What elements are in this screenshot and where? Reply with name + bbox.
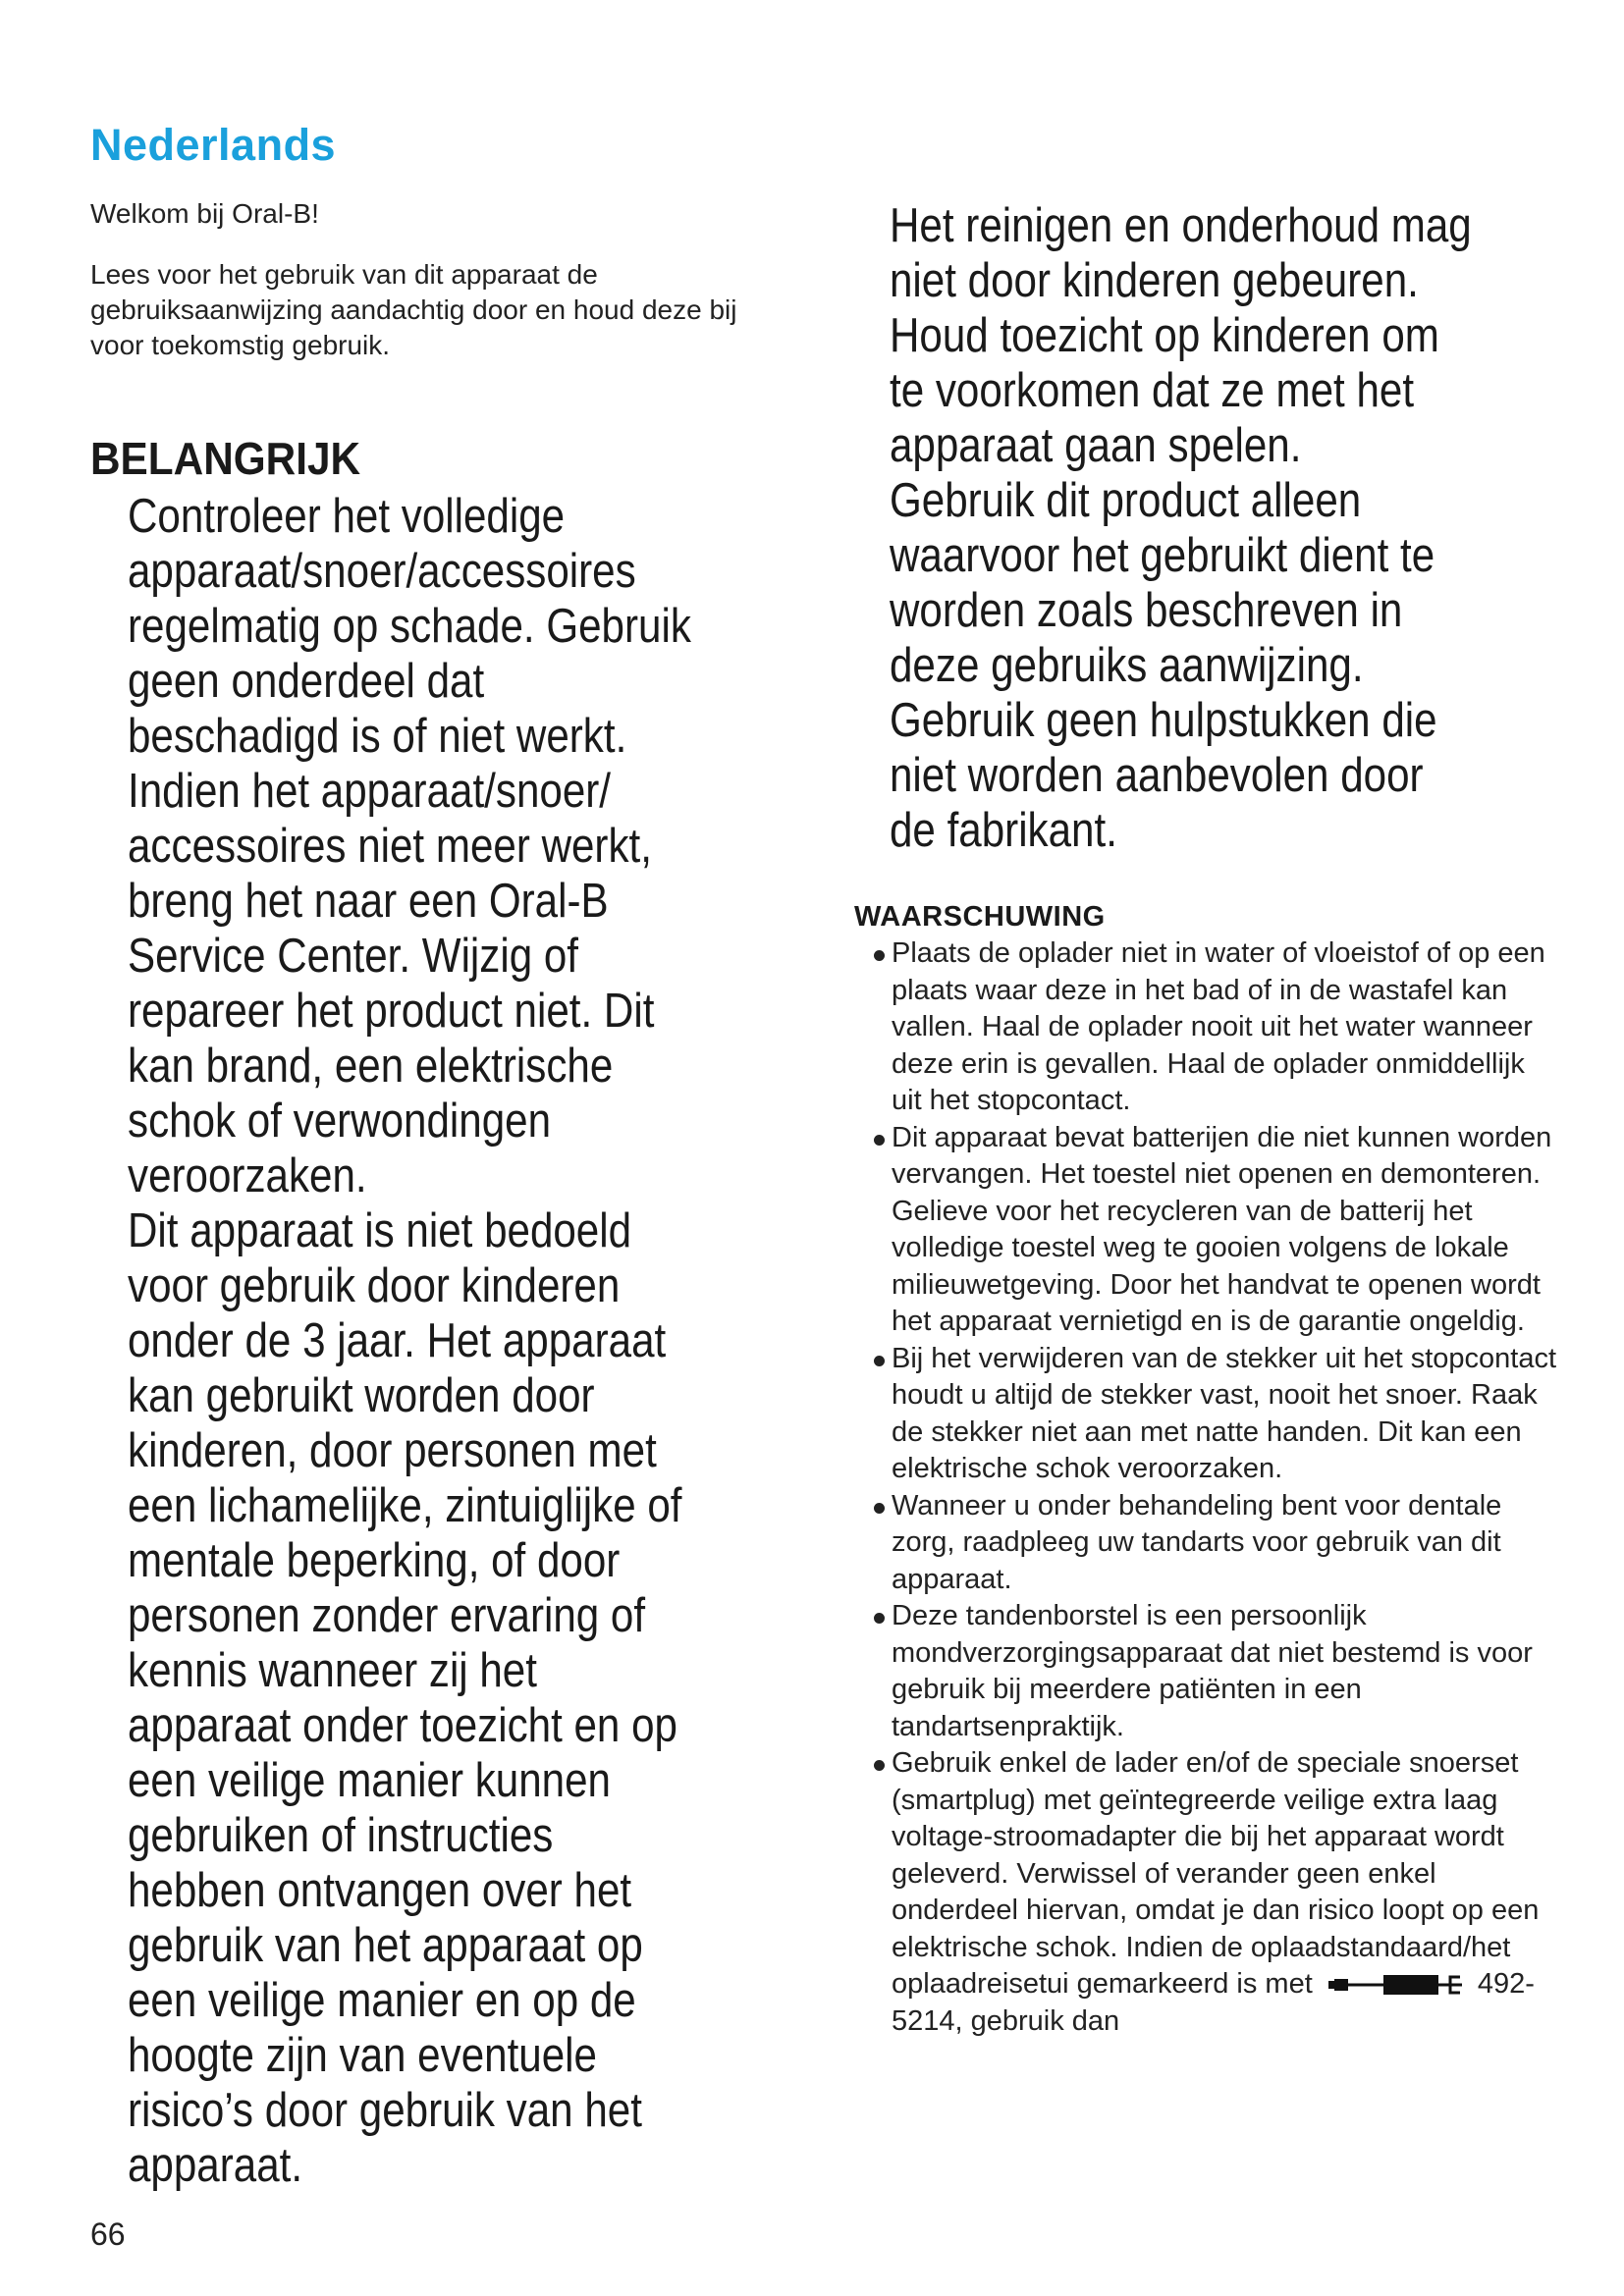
text-line-content: Service Center. Wijzig of: [128, 930, 579, 983]
text-line: [128, 1203, 795, 1258]
important-heading: BELANGRIJK: [90, 433, 361, 484]
text-line-content: kan gebruikt worden door: [128, 1369, 595, 1422]
text-line: [128, 2083, 795, 2138]
text-line-content: breng het naar een Oral-B: [128, 875, 609, 928]
text-line: [890, 418, 1557, 473]
text-line: [128, 599, 795, 654]
text-line-content: Controleer het volledige: [128, 490, 566, 543]
warning-item: Deze tandenborstel is een persoonlijk mondverzorgingsapparaat dat niet bestemd is voor gebruik bij meerdere patiënten in een tandartsenpraktijk.: [874, 1598, 1561, 1745]
text-line: [128, 1039, 795, 1094]
bullet-icon: [874, 1135, 885, 1146]
text-line-content: hoogte zijn van eventuele: [128, 2029, 597, 2082]
text-line-content: waarvoor het gebruikt dient te: [890, 529, 1435, 582]
text-line: [128, 874, 795, 929]
text-line-content: apparaat gaan spelen.: [890, 419, 1302, 472]
warning-item: Plaats de oplader niet in water of vloeistof of op een plaats waar deze in het bad of in de wastafel kan vallen. Haal de oplader nooit uit het water wanneer deze erin is gevallen. Haal de oplader onmiddellijk uit het stopcontact.: [874, 935, 1561, 1120]
text-line-content: Dit apparaat is niet bedoeld: [128, 1204, 632, 1257]
smartplug-icon: [1326, 1971, 1464, 1999]
warning-item: Gebruik enkel de lader en/of de speciale snoerset (smartplug) met geïntegreerde veilige extra laag voltage-stroomadapter die bij het apparaat wordt geleverd. Verwissel of verander geen enkel onderdeel hiervan, omdat je dan risico loopt op een elektrische schok. Indien de oplaadstandaard/het oplaadreisetui gemarkeerd is met 492-5214, gebruik dan: [874, 1745, 1561, 2040]
text-line: [128, 709, 795, 764]
text-line-content: Houd toezicht op kinderen om: [890, 309, 1439, 362]
warning-item: Dit apparaat bevat batterijen die niet kunnen worden vervangen. Het toestel niet openen en demonteren. Gelieve voor het recycleren van de batterij het volledige toestel weg te gooien volgens de lokale milieuwetgeving. Door het handvat te openen wordt het apparaat vernietigd en is de garantie ongeldig.: [874, 1120, 1561, 1341]
text-line: [890, 748, 1557, 803]
text-line-content: regelmatig op schade. Gebruik: [128, 600, 691, 653]
bullet-icon: [874, 950, 885, 961]
text-line: [890, 473, 1557, 528]
text-line: [128, 984, 795, 1039]
text-line-content: hebben ontvangen over het: [128, 1864, 632, 1917]
text-line: [128, 2028, 795, 2083]
text-line: [128, 1588, 795, 1643]
text-line: [128, 1863, 795, 1918]
text-line: [890, 253, 1557, 308]
bullet-icon: [874, 1356, 885, 1366]
warning-item: Wanneer u onder behandeling bent voor dentale zorg, raadpleeg uw tandarts voor gebruik van dit apparaat.: [874, 1488, 1561, 1599]
text-line-content: schok of verwondingen: [128, 1095, 552, 1148]
text-line: [890, 693, 1557, 748]
text-line: [890, 363, 1557, 418]
text-line-content: een veilige manier en op de: [128, 1974, 636, 2027]
text-line-content: Het reinigen en onderhoud mag: [890, 199, 1472, 252]
text-line-content: personen zonder ervaring of: [128, 1589, 646, 1642]
text-line: [128, 1808, 795, 1863]
text-line-content: een veilige manier kunnen: [128, 1754, 611, 1807]
welcome-text: Welkom bij Oral-B!: [90, 198, 319, 229]
text-line-content: te voorkomen dat ze met het: [890, 364, 1415, 417]
text-line-content: niet worden aanbevolen door: [890, 749, 1424, 802]
text-line-content: Indien het apparaat/snoer/: [128, 765, 612, 818]
text-line-content: mentale beperking, of door: [128, 1534, 621, 1587]
text-line-content: gebruik van het apparaat op: [128, 1919, 643, 1972]
text-line-content: beschadigd is of niet werkt.: [128, 710, 627, 763]
important-text-right: [890, 198, 1557, 858]
text-line-content: Gebruik dit product alleen: [890, 474, 1362, 527]
text-line-content: apparaat onder toezicht en op: [128, 1699, 677, 1752]
text-line-content: deze gebruiks aanwijzing.: [890, 639, 1364, 692]
text-line-content: risico’s door gebruik van het: [128, 2084, 642, 2137]
text-line: [890, 803, 1557, 858]
text-line: [128, 1258, 795, 1313]
text-line-content: Gebruik geen hulpstukken die: [890, 694, 1437, 747]
text-line: [890, 583, 1557, 638]
bullet-icon: [874, 1760, 885, 1771]
text-line: [128, 544, 795, 599]
text-line-content: niet door kinderen gebeuren.: [890, 254, 1419, 307]
text-line: [128, 1423, 795, 1478]
warning-list: [874, 935, 1561, 2040]
text-line-content: apparaat/snoer/accessoires: [128, 545, 636, 598]
language-title: Nederlands: [90, 120, 337, 170]
bullet-icon: [874, 1503, 885, 1514]
page-number: 66: [90, 2216, 126, 2252]
text-line: [890, 308, 1557, 363]
text-line: [128, 819, 795, 874]
text-line-content: gebruiken of instructies: [128, 1809, 554, 1862]
text-line-content: geen onderdeel dat: [128, 655, 485, 708]
text-line-content: de fabrikant.: [890, 804, 1117, 857]
text-line: [128, 1753, 795, 1808]
text-line-content: worden zoals beschreven in: [890, 584, 1403, 637]
text-line: [128, 1973, 795, 2028]
bullet-icon: [874, 1613, 885, 1624]
text-line-content: voor gebruik door kinderen: [128, 1259, 621, 1312]
important-text-left: [128, 489, 795, 2193]
warning-item: Bij het verwijderen van de stekker uit het stopcontact houdt u altijd de stekker vast, nooit het snoer. Raak de stekker niet aan met natte handen. Dit kan een elektrische schok veroorzaken.: [874, 1341, 1561, 1488]
text-line: [890, 528, 1557, 583]
text-line: [128, 1533, 795, 1588]
text-line: [128, 1698, 795, 1753]
text-line: [128, 489, 795, 544]
text-line-content: veroorzaken.: [128, 1149, 367, 1202]
text-line: [890, 638, 1557, 693]
text-line: [128, 654, 795, 709]
text-line: [128, 1643, 795, 1698]
text-line-content: onder de 3 jaar. Het apparaat: [128, 1314, 667, 1367]
text-line-content: apparaat.: [128, 2139, 303, 2192]
text-line-content: kinderen, door personen met: [128, 1424, 657, 1477]
text-line: [128, 1313, 795, 1368]
text-line: [128, 2138, 795, 2193]
text-line-content: accessoires niet meer werkt,: [128, 820, 652, 873]
intro-text: Lees voor het gebruik van dit apparaat de gebruiksaanwijzing aandachtig door en houd deze bij voor toekomstig gebruik.: [90, 259, 737, 360]
warning-heading: WAARSCHUWING: [854, 901, 1106, 933]
text-line-content: repareer het product niet. Dit: [128, 985, 655, 1038]
text-line-content: een lichamelijke, zintuiglijke of: [128, 1479, 682, 1532]
text-line: [128, 1368, 795, 1423]
text-line: [890, 198, 1557, 253]
text-line: [128, 929, 795, 984]
text-line: [128, 1148, 795, 1203]
text-line-content: kan brand, een elektrische: [128, 1040, 614, 1093]
text-line: [128, 1478, 795, 1533]
text-line: [128, 1918, 795, 1973]
text-line-content: kennis wanneer zij het: [128, 1644, 537, 1697]
text-line: [128, 764, 795, 819]
text-line: [128, 1094, 795, 1148]
